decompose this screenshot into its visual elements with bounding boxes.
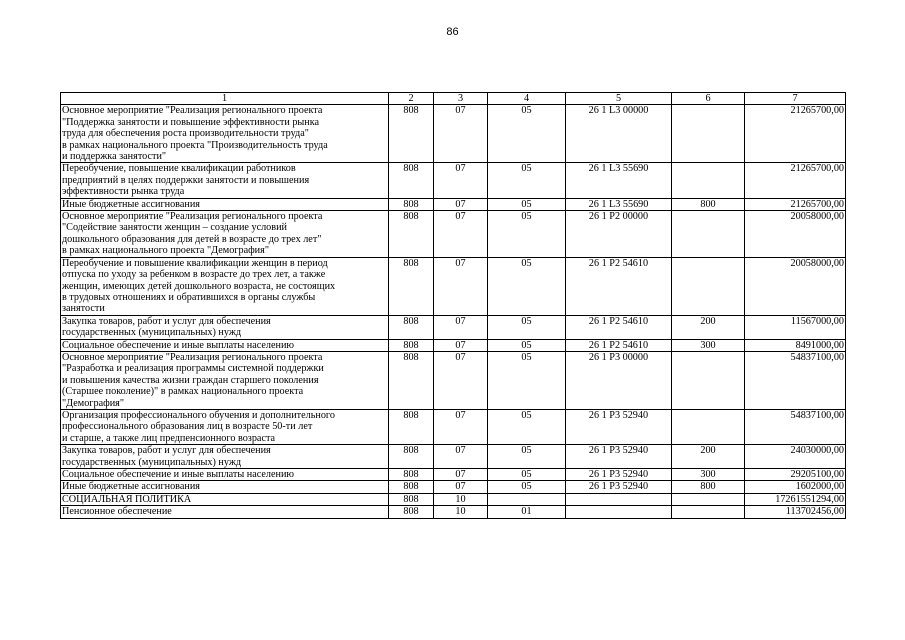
target-article-cell: 26 1 P3 00000 [566,351,672,409]
target-article-cell: 26 1 P2 00000 [566,211,672,258]
item-name-line: и повышения качества жизни граждан старшего поколения [62,374,319,386]
item-name-line: дошкольного образования для детей в возрасте до трех лет" [62,233,322,245]
section-cell: 10 [434,493,488,505]
admin-code-cell: 808 [389,257,434,315]
item-name-cell [61,211,389,258]
item-name-line: эффективности рынка труда [62,186,185,198]
section-cell: 07 [434,445,488,469]
expense-type-cell: 300 [672,339,745,351]
admin-code-cell: 808 [389,198,434,210]
item-name-line: в трудовых отношениях и обратившихся в органы службы [62,291,316,303]
target-article-cell: 26 1 P3 52940 [566,409,672,444]
header-col-5: 5 [566,93,672,105]
amount-cell: 11567000,00 [745,315,846,339]
target-article-cell: 26 1 P3 52940 [566,469,672,481]
header-col-7: 7 [745,93,846,105]
subsection-cell: 05 [488,351,566,409]
item-name-line: в рамках национального проекта "Демография" [62,245,269,257]
expense-type-cell [672,351,745,409]
item-name-line: Пенсионное обеспечение [62,506,172,518]
item-name-cell [61,481,389,493]
item-name-cell [61,163,389,198]
item-name-line: "Содействие занятости женщин – создание условий [62,222,287,234]
admin-code-cell: 808 [389,211,434,258]
header-col-4: 4 [488,93,566,105]
admin-code-cell: 808 [389,351,434,409]
item-name-line: Переобучение и повышение квалификации женщин в период [62,257,328,269]
item-name-cell [61,315,389,339]
section-cell: 07 [434,315,488,339]
section-cell: 07 [434,339,488,351]
item-name-cell [61,339,389,351]
item-name-cell [61,445,389,469]
subsection-cell: 05 [488,211,566,258]
amount-cell: 54837100,00 [745,351,846,409]
subsection-cell: 05 [488,315,566,339]
expense-type-cell [672,163,745,198]
expense-type-cell: 800 [672,481,745,493]
target-article-cell: 26 1 P3 52940 [566,481,672,493]
section-cell: 07 [434,105,488,163]
item-name-cell [61,198,389,210]
item-name-line: государственных (муниципальных) нужд [62,456,242,468]
item-name-cell [61,105,389,163]
budget-table [60,92,846,519]
item-name-line: женщин, имеющих детей дошкольного возраста, не состоящих [62,280,336,292]
expense-type-cell [672,493,745,505]
expense-type-cell: 200 [672,315,745,339]
item-name-line: "Демография" [62,397,124,409]
subsection-cell: 05 [488,105,566,163]
item-name-line: Переобучение, повышение квалификации работников [62,163,296,175]
expense-type-cell [672,105,745,163]
item-name-line: и поддержка занятости" [62,151,167,163]
section-cell: 07 [434,257,488,315]
admin-code-cell: 808 [389,445,434,469]
item-name-line: Иные бюджетные ассигнования [62,198,200,210]
table-row [61,163,846,198]
page-number: 86 [446,26,459,38]
expense-type-cell: 200 [672,445,745,469]
table-row [61,339,846,351]
item-name-cell [61,257,389,315]
expense-type-cell: 800 [672,198,745,210]
target-article-cell: 26 1 P3 52940 [566,445,672,469]
amount-cell: 1602000,00 [745,481,846,493]
table-row [61,211,846,258]
item-name-line: Социальное обеспечение и иные выплаты населению [62,469,295,480]
table-header-row [61,93,846,105]
table-row [61,105,846,163]
expense-type-cell [672,211,745,258]
amount-cell: 113702456,00 [745,506,846,518]
amount-cell: 21265700,00 [745,163,846,198]
item-name-line: Социальное обеспечение и иные выплаты населению [62,339,295,351]
section-cell: 07 [434,163,488,198]
table-row [61,257,846,315]
expense-type-cell: 300 [672,469,745,481]
section-cell: 07 [434,409,488,444]
item-name-line: государственных (муниципальных) нужд [62,327,242,339]
subsection-cell: 05 [488,163,566,198]
header-col-3: 3 [434,93,488,105]
item-name-line: отпуска по уходу за ребенком в возрасте до трех лет, а также [62,269,326,281]
subsection-cell: 05 [488,481,566,493]
admin-code-cell: 808 [389,339,434,351]
target-article-cell: 26 1 L3 00000 [566,105,672,163]
section-cell: 07 [434,351,488,409]
admin-code-cell: 808 [389,163,434,198]
table-row [61,506,846,518]
item-name-line: Иные бюджетные ассигнования [62,481,200,493]
admin-code-cell: 808 [389,493,434,505]
amount-cell: 20058000,00 [745,211,846,258]
section-cell: 07 [434,481,488,493]
item-name-line: в рамках национального проекта "Производительность труда [62,139,328,151]
header-col-2: 2 [389,93,434,105]
subsection-cell: 05 [488,445,566,469]
subsection-cell: 05 [488,257,566,315]
subsection-cell: 05 [488,469,566,481]
admin-code-cell: 808 [389,506,434,518]
header-col-6: 6 [672,93,745,105]
admin-code-cell: 808 [389,105,434,163]
admin-code-cell: 808 [389,315,434,339]
item-name-line: занятости [62,303,105,315]
expense-type-cell [672,409,745,444]
table-row [61,198,846,210]
item-name-line: "Поддержка занятости и повышение эффективности рынка [62,116,320,128]
item-name-line: профессионального образования лиц в возрасте 50-ти лет [62,421,313,433]
item-name-cell [61,469,389,481]
amount-cell: 54837100,00 [745,409,846,444]
section-cell: 07 [434,211,488,258]
admin-code-cell: 808 [389,409,434,444]
section-cell: 07 [434,469,488,481]
table-row [61,481,846,493]
table-row [61,315,846,339]
item-name-line: Закупка товаров, работ и услуг для обеспечения [62,315,271,327]
amount-cell: 20058000,00 [745,257,846,315]
item-name-line: (Старшее поколение)" в рамках национального проекта [62,386,304,398]
target-article-cell: 26 1 P2 54610 [566,257,672,315]
header-col-1: 1 [61,93,389,105]
item-name-line: предприятий в целях поддержки занятости и повышения [62,174,310,186]
item-name-cell [61,506,389,518]
amount-cell: 21265700,00 [745,105,846,163]
table-row [61,493,846,505]
amount-cell: 24030000,00 [745,445,846,469]
subsection-cell: 01 [488,506,566,518]
subsection-cell: 05 [488,409,566,444]
amount-cell: 21265700,00 [745,198,846,210]
subsection-cell [488,493,566,505]
amount-cell: 17261551294,00 [745,493,846,505]
amount-cell: 29205100,00 [745,469,846,481]
target-article-cell: 26 1 L3 55690 [566,163,672,198]
item-name-line: труда для обеспечения роста производительности труда" [62,128,309,140]
item-name-cell [61,351,389,409]
target-article-cell: 26 1 P2 54610 [566,315,672,339]
item-name-line: Основное мероприятие "Реализация регионального проекта [62,211,323,223]
item-name-line: "Разработка и реализация программы системной поддержки [62,363,324,375]
subsection-cell: 05 [488,198,566,210]
table-row [61,445,846,469]
expense-type-cell [672,257,745,315]
table-row [61,409,846,444]
target-article-cell: 26 1 L3 55690 [566,198,672,210]
section-cell: 10 [434,506,488,518]
target-article-cell [566,506,672,518]
table-row [61,469,846,481]
table-row [61,351,846,409]
item-name-cell [61,493,389,505]
item-name-line: Основное мероприятие "Реализация регионального проекта [62,105,323,117]
item-name-line: Организация профессионального обучения и дополнительного [62,409,335,421]
subsection-cell: 05 [488,339,566,351]
item-name-line: и старше, а также лиц предпенсионного возраста [62,432,276,444]
item-name-line: СОЦИАЛЬНАЯ ПОЛИТИКА [62,493,192,505]
item-name-line: Закупка товаров, работ и услуг для обеспечения [62,445,271,457]
item-name-line: Основное мероприятие "Реализация регионального проекта [62,351,323,363]
amount-cell: 8491000,00 [745,339,846,351]
admin-code-cell: 808 [389,469,434,481]
admin-code-cell: 808 [389,481,434,493]
section-cell: 07 [434,198,488,210]
expense-type-cell [672,506,745,518]
target-article-cell: 26 1 P2 54610 [566,339,672,351]
item-name-cell [61,409,389,444]
target-article-cell [566,493,672,505]
